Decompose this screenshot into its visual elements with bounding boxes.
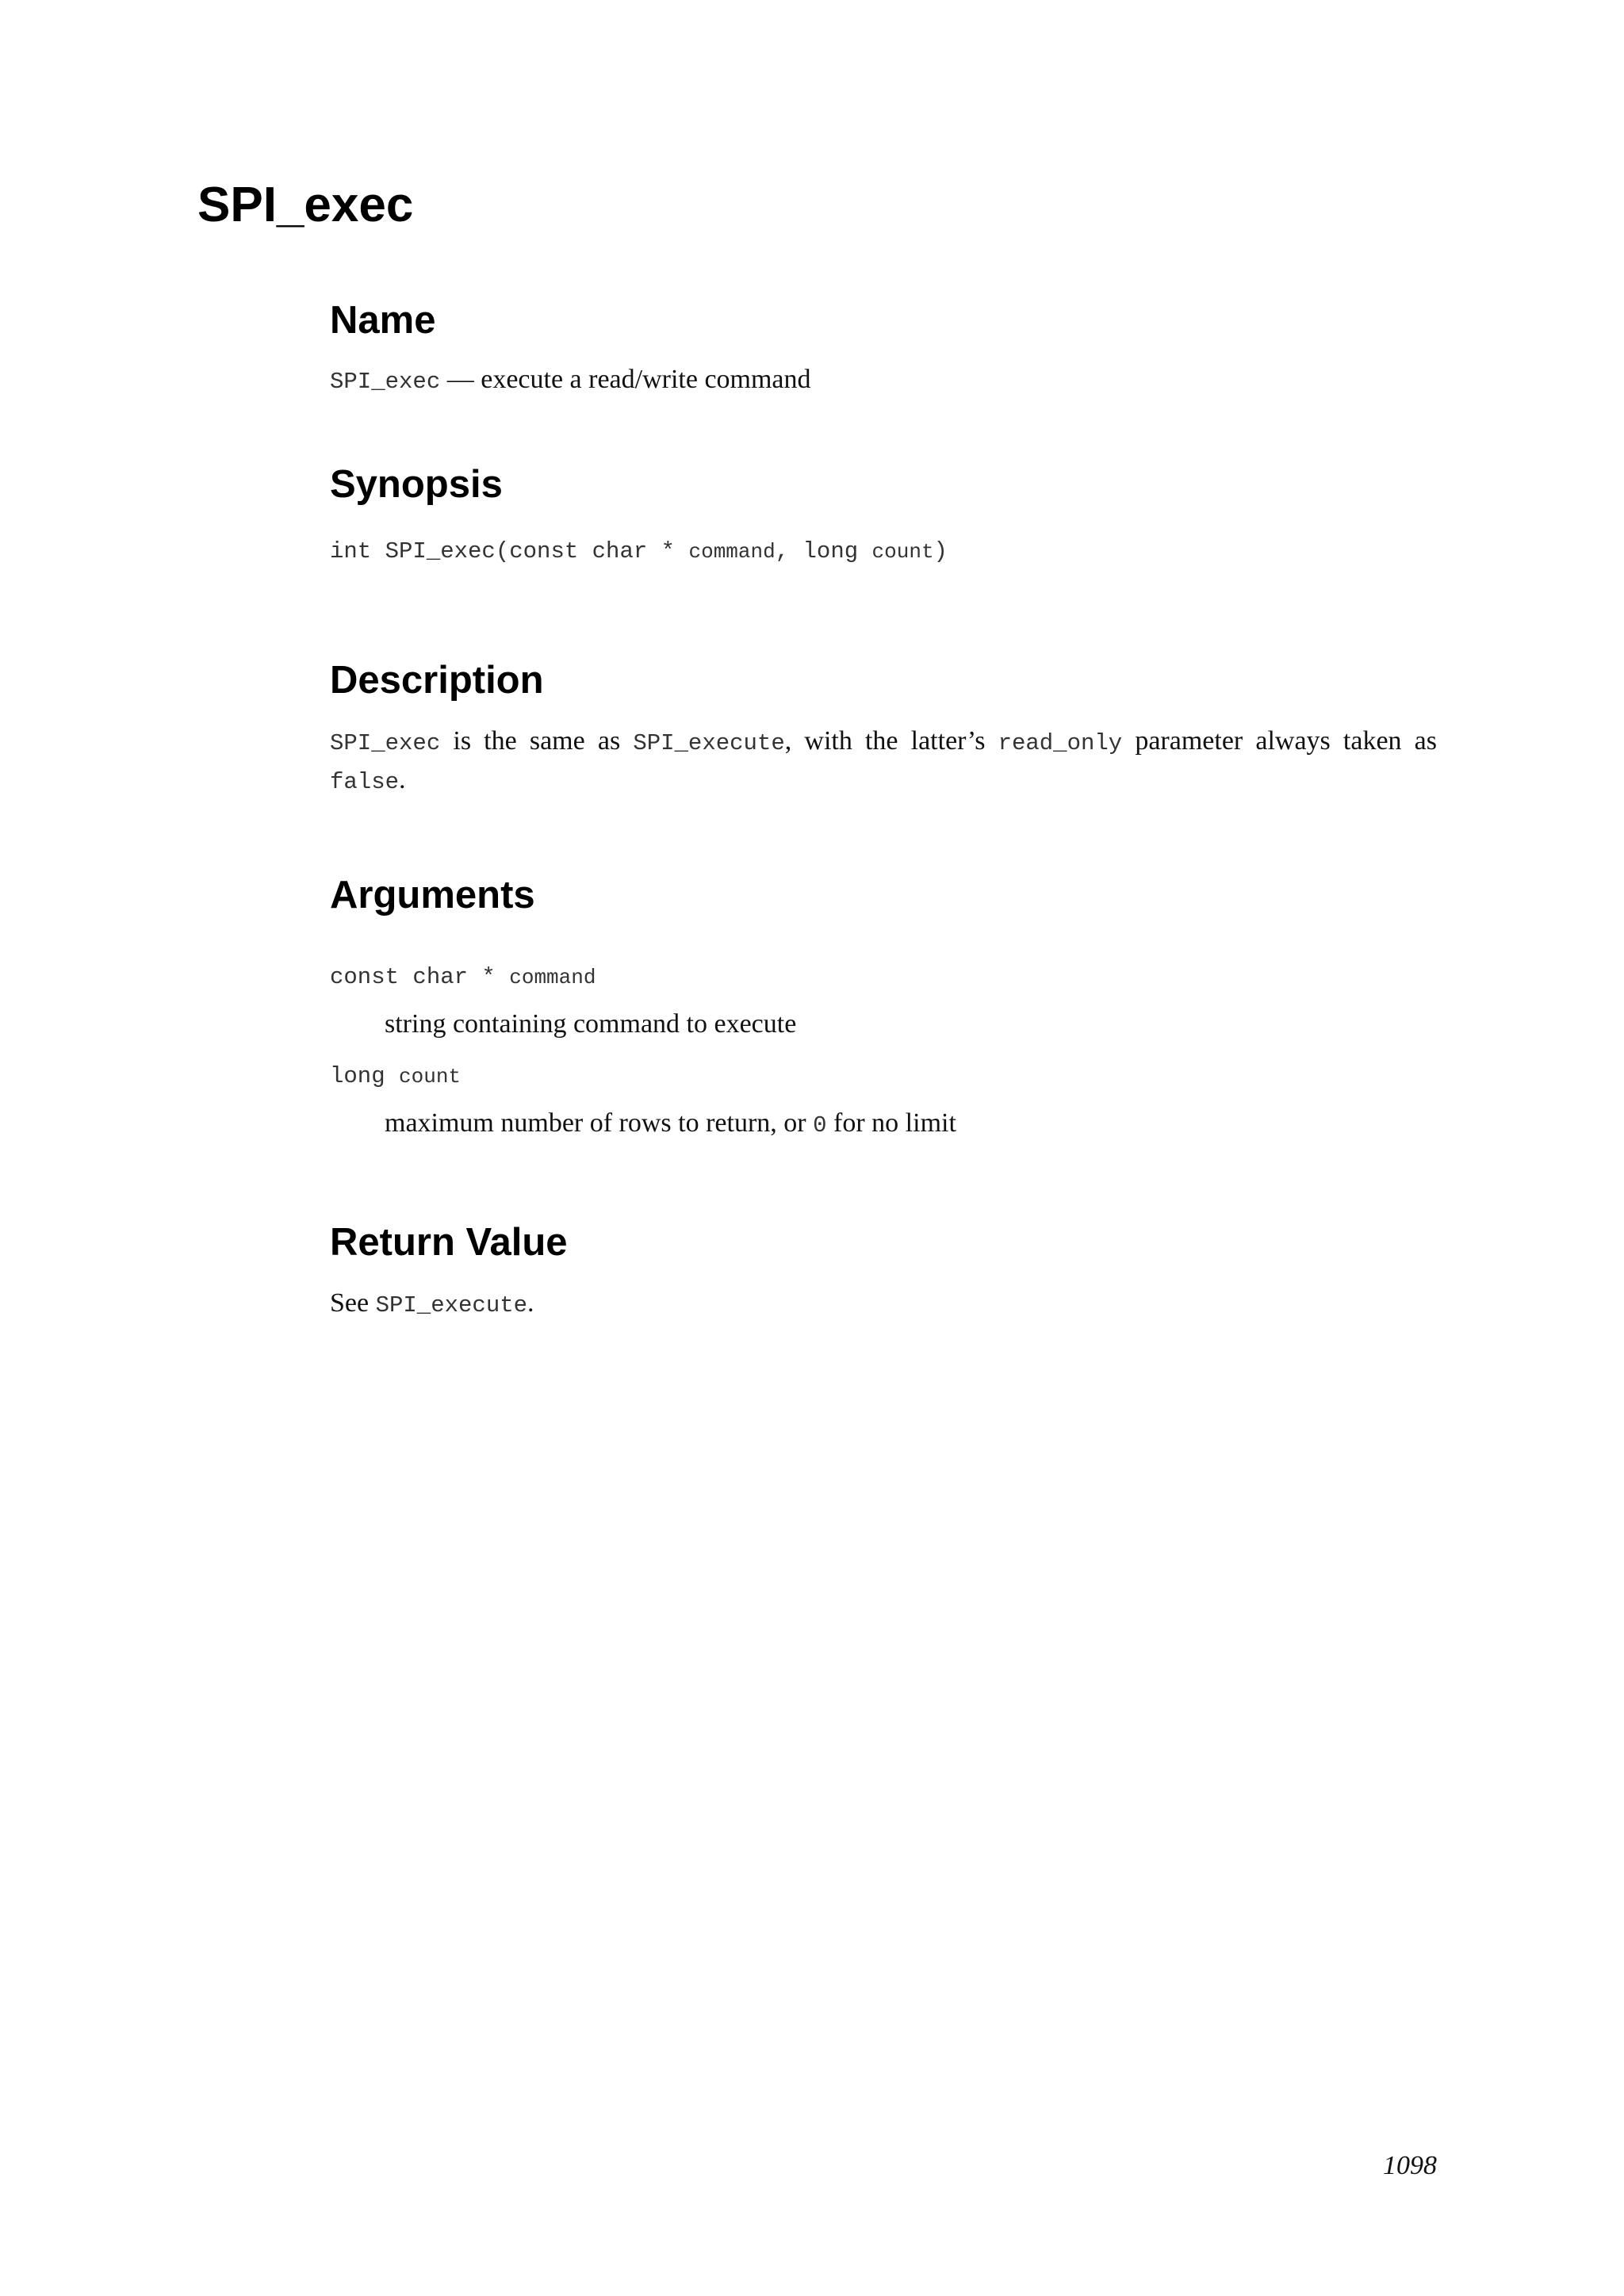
synopsis-suffix: ) bbox=[933, 538, 948, 564]
return-value-text bbox=[330, 1285, 534, 1324]
argument-description-code: 0 bbox=[813, 1112, 827, 1138]
return-text-after: . bbox=[527, 1288, 534, 1318]
synopsis-param-command: command bbox=[688, 540, 776, 564]
synopsis-middle: , long bbox=[775, 538, 872, 564]
name-line bbox=[330, 362, 811, 400]
argument-type: const char * bbox=[330, 964, 510, 990]
description-text-2: , with the latter’s bbox=[784, 726, 998, 756]
description-text-1: is the same as bbox=[440, 726, 634, 756]
name-purpose: execute a read/write command bbox=[481, 365, 811, 394]
synopsis-signature bbox=[330, 534, 948, 570]
synopsis-param-count: count bbox=[871, 540, 934, 564]
argument-description-text: maximum number of rows to return, or bbox=[385, 1108, 814, 1138]
return-value-heading: Return Value bbox=[330, 1221, 568, 1264]
description-code-false: false bbox=[330, 769, 400, 795]
name-heading: Name bbox=[330, 299, 436, 342]
name-function: SPI_exec bbox=[330, 369, 441, 395]
description-code-spi-exec: SPI_exec bbox=[330, 730, 441, 756]
description-paragraph bbox=[330, 723, 1437, 801]
description-text-3: parameter always taken as bbox=[1122, 726, 1438, 756]
description-code-spi-execute: SPI_execute bbox=[633, 730, 785, 756]
description-heading: Description bbox=[330, 659, 544, 702]
arguments-heading: Arguments bbox=[330, 874, 535, 916]
argument-param: command bbox=[509, 966, 596, 989]
page-number: 1098 bbox=[1383, 2151, 1437, 2180]
description-text-4: . bbox=[399, 765, 406, 794]
name-separator: — bbox=[440, 365, 481, 394]
synopsis-heading: Synopsis bbox=[330, 463, 503, 506]
page-title: SPI_exec bbox=[197, 178, 414, 232]
argument-param: count bbox=[399, 1065, 462, 1089]
return-code: SPI_execute bbox=[375, 1292, 528, 1318]
argument-term bbox=[330, 959, 596, 996]
synopsis-prefix: int SPI_exec(const char * bbox=[330, 538, 689, 564]
argument-description bbox=[385, 1105, 956, 1144]
argument-type: long bbox=[330, 1063, 400, 1089]
argument-description-text: for no limit bbox=[826, 1108, 956, 1138]
return-text-before: See bbox=[330, 1288, 376, 1318]
argument-term bbox=[330, 1058, 461, 1095]
description-code-read-only: read_only bbox=[998, 730, 1123, 756]
argument-description: string containing command to execute bbox=[385, 1009, 797, 1039]
